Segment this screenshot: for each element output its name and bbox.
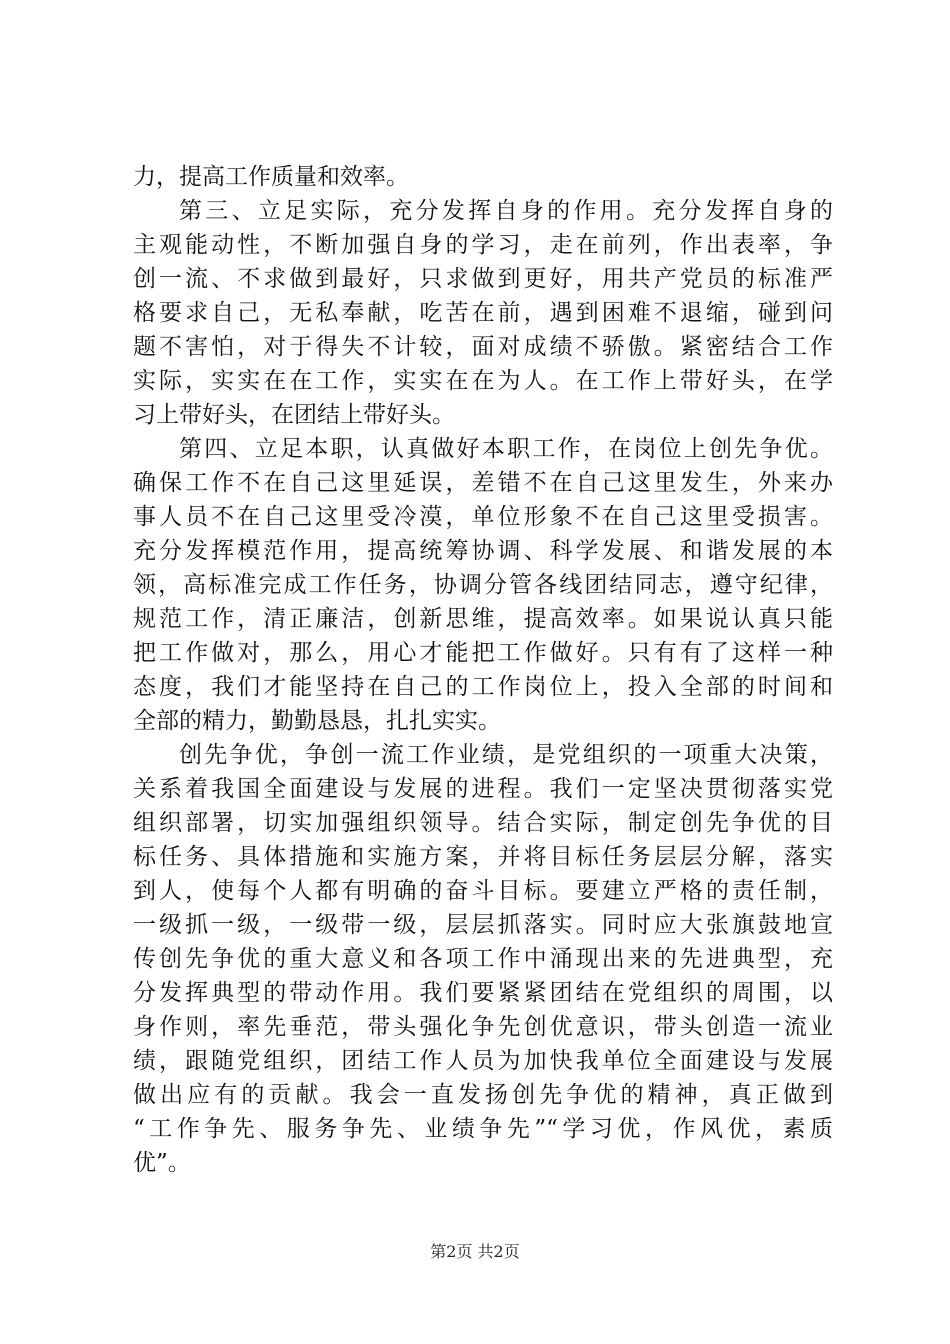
- text-line: 组织部署，切实加强组织领导。结合实际，制定创先争优的目: [133, 810, 833, 836]
- text-line: 格要求自己，无私奉献，吃苦在前，遇到困难不退缩，碰到问: [133, 300, 833, 326]
- text-line: 创先争优，争创一流工作业绩，是党组织的一项重大决策，: [179, 742, 833, 768]
- text-line: 实际，实实在在工作，实实在在为人。在工作上带好头，在学: [133, 368, 833, 394]
- text-line: 第三、立足实际，充分发挥自身的作用。充分发挥自身的: [179, 198, 833, 224]
- text-line: 创一流、不求做到最好，只求做到更好，用共产党员的标准严: [133, 266, 833, 292]
- text-line: 关系着我国全面建设与发展的进程。我们一定坚决贯彻落实党: [133, 776, 833, 802]
- text-line: 题不害怕，对于得失不计较，面对成绩不骄傲。紧密结合工作: [133, 334, 833, 360]
- text-line: “工作争先、服务争先、业绩争先”“学习优，作风优，素质: [133, 1116, 833, 1142]
- paragraph: [133, 432, 833, 738]
- text-line: 优”。: [133, 1150, 191, 1176]
- text-line: 领，高标准完成工作任务，协调分管各线团结同志，遵守纪律，: [133, 572, 833, 598]
- text-line: 习上带好头，在团结上带好头。: [133, 402, 455, 428]
- page-footer: 第2页 共2页: [430, 1242, 520, 1261]
- text-line: 到人，使每个人都有明确的奋斗目标。要建立严格的责任制，: [133, 878, 833, 904]
- text-line: 规范工作，清正廉洁，创新思维，提高效率。如果说认真只能: [133, 606, 833, 632]
- paragraph: [133, 160, 833, 194]
- text-line: 传创先争优的重大意义和各项工作中涌现出来的先进典型，充: [133, 946, 833, 972]
- text-line: 做出应有的贡献。我会一直发扬创先争优的精神，真正做到: [133, 1082, 833, 1108]
- text-line: 标任务、具体措施和实施方案，并将目标任务层层分解，落实: [133, 844, 833, 870]
- text-line: 事人员不在自己这里受冷漠，单位形象不在自己这里受损害。: [133, 504, 833, 530]
- document-body: [133, 160, 833, 1180]
- text-line: 绩，跟随党组织，团结工作人员为加快我单位全面建设与发展: [133, 1048, 833, 1074]
- text-line: 主观能动性，不断加强自身的学习，走在前列，作出表率，争: [133, 232, 833, 258]
- paragraph: [133, 194, 833, 432]
- text-line: 确保工作不在自己这里延误，差错不在自己这里发生，外来办: [133, 470, 833, 496]
- text-line: 一级抓一级，一级带一级，层层抓落实。同时应大张旗鼓地宣: [133, 912, 833, 938]
- text-line: 分发挥典型的带动作用。我们要紧紧团结在党组织的周围，以: [133, 980, 833, 1006]
- text-line: 把工作做对，那么，用心才能把工作做好。只有有了这样一种: [133, 640, 833, 666]
- text-line: 全部的精力，勤勤恳恳，扎扎实实。: [133, 708, 501, 734]
- text-line: 充分发挥模范作用，提高统筹协调、科学发展、和谐发展的本: [133, 538, 833, 564]
- paragraph: [133, 738, 833, 1180]
- text-line: 力，提高工作质量和效率。: [133, 164, 409, 190]
- text-line: 态度，我们才能坚持在自己的工作岗位上，投入全部的时间和: [133, 674, 833, 700]
- text-line: 身作则，率先垂范，带头强化争先创优意识，带头创造一流业: [133, 1014, 833, 1040]
- text-line: 第四、立足本职，认真做好本职工作，在岗位上创先争优。: [179, 436, 833, 462]
